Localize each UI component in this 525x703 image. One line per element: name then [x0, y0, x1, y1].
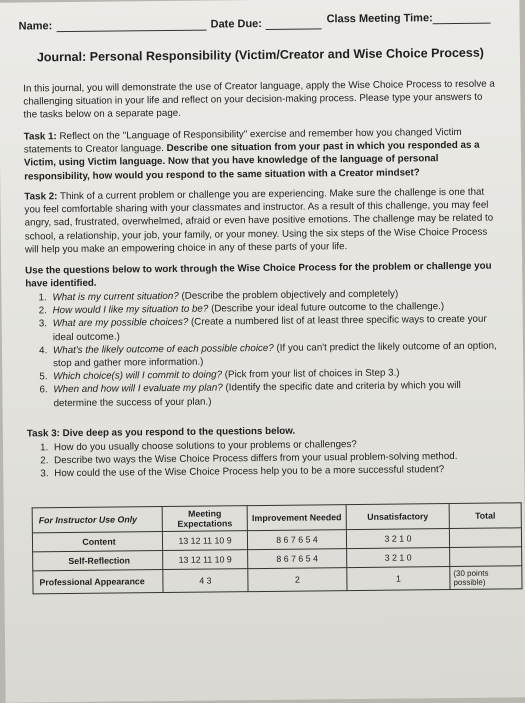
column-header: Unsatisfactory [346, 504, 449, 530]
grading-rubric-table [32, 502, 523, 594]
class-meeting-time-label: Class Meeting Time: [326, 12, 433, 26]
score-cell: 4 3 [163, 569, 248, 593]
score-cell [449, 528, 521, 548]
task-3-question: 2. Describe two ways the Wise Choice Process differs from your usual problem-solving method. [51, 450, 502, 468]
table-row [33, 566, 522, 594]
name-field-line[interactable] [57, 30, 207, 33]
score-cell: 3 2 1 0 [347, 548, 450, 568]
journal-title: Journal: Personal Responsibility (Victim/Creator and Wise Choice Process) [36, 45, 484, 65]
task-1-text: Reflect on the "Language of Responsibility" exercise and remember how you changed Victim statements to Creator language. [23, 126, 462, 156]
name-label: Name: [18, 20, 53, 33]
wise-choice-step: 5. Which choice(s) will I commit to doing? (Pick from your list of choices in Step 3.) [50, 366, 501, 384]
score-cell: 3 2 1 0 [346, 529, 449, 549]
task-2-label: Task 2: [24, 191, 58, 203]
row-label: Content [32, 532, 162, 552]
task-2-text: Think of a current problem or challenge you are experiencing. Make sure the challenge is one that you feel comfortable sharing with your classmates and instructor. As a result of this challenge, you may feel angry, sad, frustrated, overwhelmed, afraid or even have positive emotions. The challenge may be related to school, a relationship, your job, your family, or your money. Using the six steps of the Wise Choice Process will help you make an empowering choice in any of these parts of your life. [24, 186, 494, 256]
score-cell: 8 6 7 6 5 4 [247, 530, 346, 550]
row-label: Professional Appearance [33, 570, 163, 594]
score-cell: 2 [248, 568, 347, 592]
column-header: Meeting Expectations [162, 506, 247, 532]
task-3-heading: Task 3: Dive deep as you respond to the questions below. [26, 425, 296, 440]
date-due-field-line[interactable] [266, 28, 322, 30]
column-header: Improvement Needed [247, 505, 346, 531]
total-points-note: (30 points possible) [450, 566, 522, 590]
wise-choice-step: 6. When and how will I evaluate my plan? (Identify the specific date and criteria by which you will determine the success of your plan.) [50, 379, 501, 410]
score-cell: 8 6 7 6 5 4 [248, 549, 347, 569]
wise-choice-step: 1. What is my current situation? (Describe the problem objectively and completely) [49, 287, 500, 305]
intro-paragraph: In this journal, you will demonstrate the use of Creator language, apply the Wise Choice Process to resolve a challenging situation in your life and reflect on your decision-making process. Please type your answers to the tasks below on a separate page. [23, 78, 495, 121]
task-1-label: Task 1: [23, 131, 57, 143]
score-cell: 1 [347, 567, 450, 591]
wise-choice-steps-list [25, 287, 501, 411]
wise-choice-intro: Use the questions below to work through the Wise Choice Process for the problem or challenge you have identified. [25, 260, 492, 290]
task-2-paragraph [24, 186, 500, 257]
task-1-paragraph [24, 126, 500, 184]
wise-choice-step: 4. What's the likely outcome of each possible choice? (If you can't predict the likely outcome of an option, stop and gather more information.) [50, 339, 501, 370]
score-cell [450, 547, 522, 567]
header-row [18, 12, 500, 38]
column-header: Total [449, 503, 521, 529]
row-label: Self-Reflection [33, 551, 163, 571]
score-cell: 13 12 11 10 9 [162, 531, 247, 551]
wise-choice-step: 2. How would I like my situation to be? (Describe your ideal future outcome to the challenge.) [50, 300, 501, 318]
instructor-use-only-cell: For Instructor Use Only [32, 507, 162, 533]
task-3-questions-list [27, 436, 502, 481]
score-cell: 13 12 11 10 9 [163, 550, 248, 570]
task-3-question: 3. How could the use of the Wise Choice Process help you to be a more successful student? [51, 463, 502, 481]
wise-choice-step: 3. What are my possible choices? (Create a numbered list of at least three specific ways to create your ideal outcome.) [50, 313, 501, 344]
task-3-question: 1. How do you usually choose solutions to your problems or challenges? [51, 436, 502, 454]
class-meeting-time-field-line[interactable] [433, 23, 491, 25]
date-due-label: Date Due: [210, 17, 262, 31]
task-1-bold-text: Describe one situation from your past in which you responded as a Victim, using Victim language. Now that you have knowledge of the language of personal responsibility, how would you respond to the same situation with a Creator mindset? [23, 139, 480, 183]
